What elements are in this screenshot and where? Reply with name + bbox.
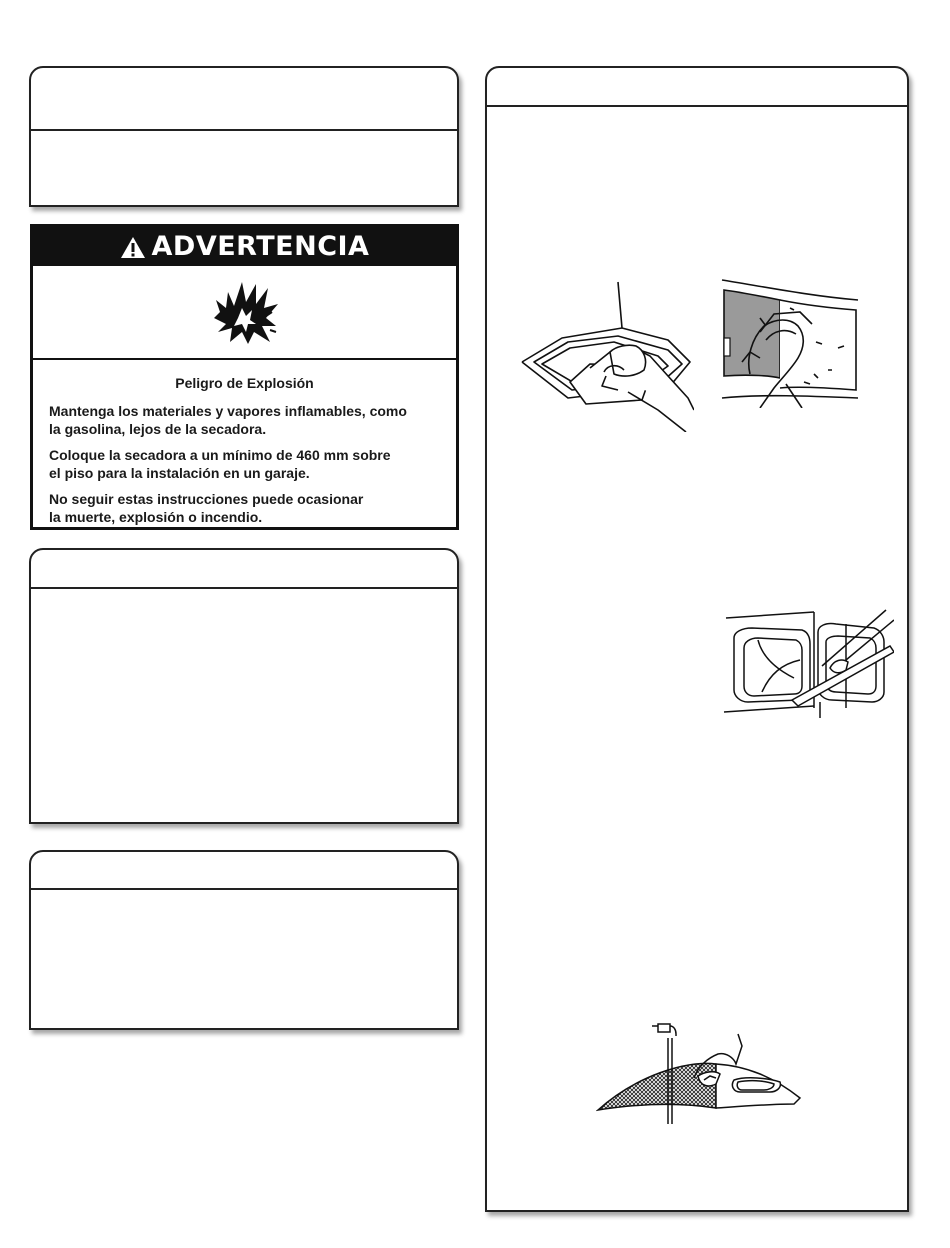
info-box-3 [29,850,459,1030]
warning-paragraph: Mantenga los materiales y vapores inflamables, como la gasolina, lejos de la secadora. [49,403,407,437]
warning-header [33,227,456,266]
warning-triangle-icon [120,235,146,259]
info-box-2 [29,548,459,824]
info-box-2-divider [31,587,457,589]
warning-title: Peligro de Explosión [175,375,314,391]
vacuuming-lint-area-illustration [722,608,894,718]
warning-paragraph: No seguir estas instrucciones puede ocasionar la muerte, explosión o incendio. [49,491,364,525]
cleaning-box-divider [487,105,907,107]
warning-header-text: ADVERTENCIA [151,231,370,262]
explosion-icon [208,278,282,346]
info-box-3-divider [31,888,457,890]
warning-paragraph: Coloque la secadora a un mínimo de 460 mm sobre el piso para la instalación en un garaje. [49,447,391,481]
info-box-1 [29,66,459,207]
info-box-1-divider [31,129,457,131]
explosion-symbol [33,266,456,360]
wiping-control-panel-illustration [518,280,694,432]
rinsing-lint-screen-illustration [596,1018,808,1126]
warning-body [33,360,456,526]
wiping-drum-interior-illustration [720,278,860,408]
warning-box [30,224,459,530]
